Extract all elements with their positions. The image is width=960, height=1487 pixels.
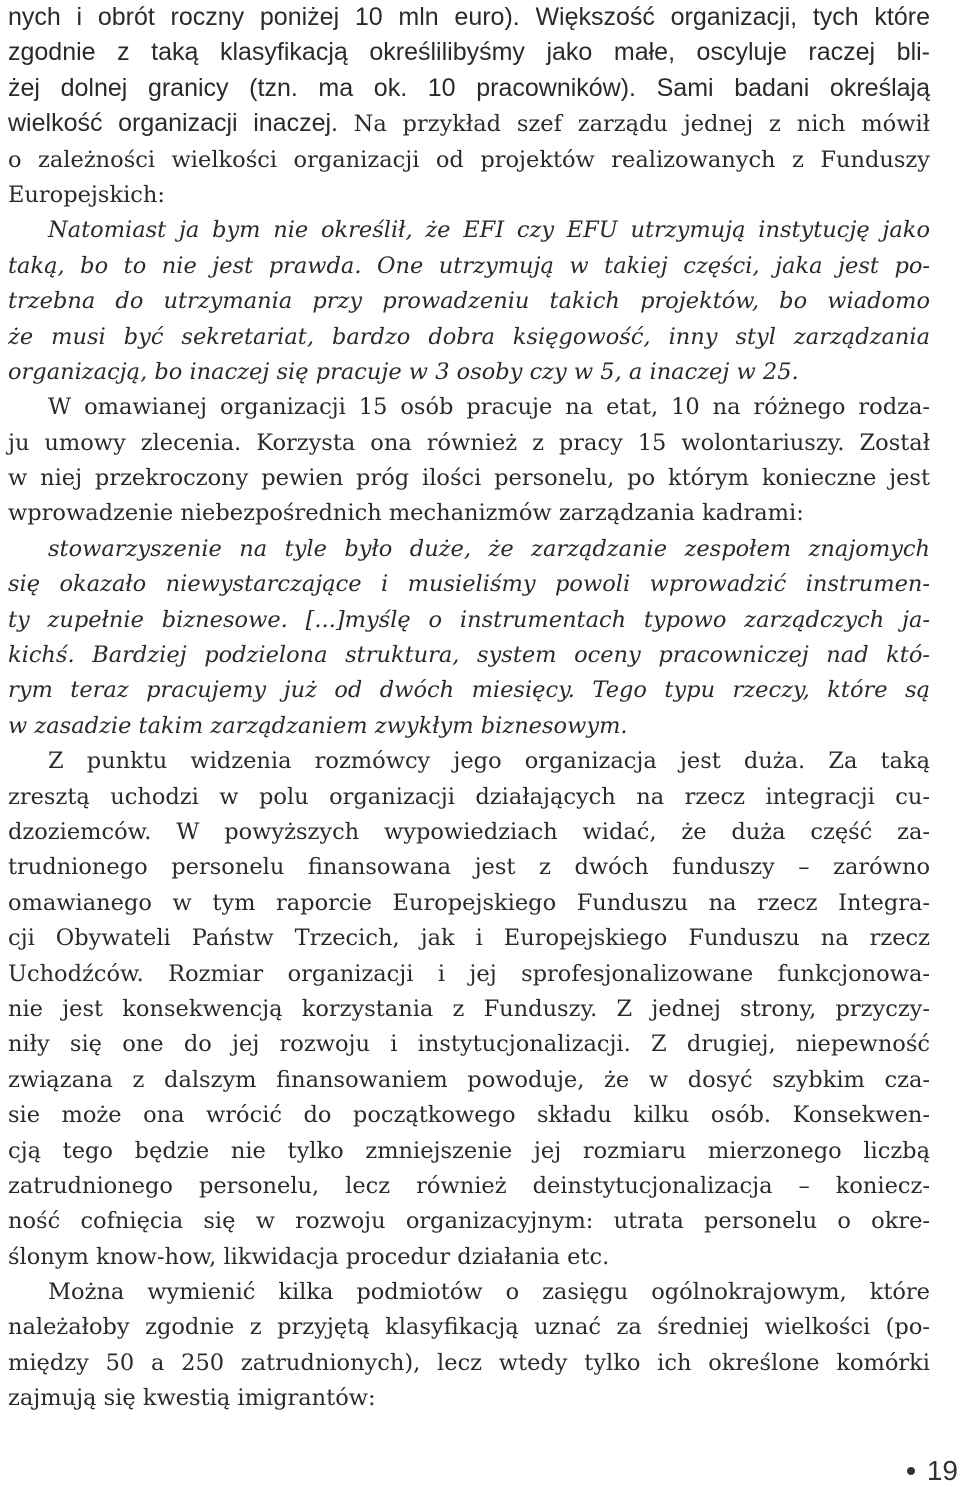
text-segment: w zasadzie takim zarządzaniem zwykłym biznesowym.	[8, 712, 628, 739]
text-line	[8, 885, 930, 920]
text-segment: nie jest konsekwencją korzystania z Funduszy. Z jednej strony, przyczy-	[8, 995, 930, 1022]
text-line	[8, 814, 930, 849]
text-line	[8, 849, 930, 884]
text-segment: ju umowy zlecenia. Korzysta ona również z pracy 15 wolontariuszy. Został	[8, 429, 930, 456]
text-segment: zresztą uchodzi w polu organizacji działających na rzecz integracji cu-	[8, 783, 930, 810]
text-line	[8, 956, 930, 991]
text-segment: niły się one do jej rozwoju i instytucjonalizacji. Z drugiej, niepewność	[8, 1031, 930, 1058]
text-line	[8, 495, 930, 530]
text-segment: zgodnie z taką klasyfikacją określilibyśmy jako małe, oscyluje raczej bli-	[8, 38, 930, 67]
page-footer	[907, 1456, 958, 1486]
text-segment: się okazało niewystarczające i musieliśmy powoli wprowadzić instrumen-	[8, 571, 930, 598]
text-segment: należałoby zgodnie z przyjętą klasyfikacją uznać za średniej wielkości (po-	[8, 1314, 930, 1341]
text-segment: trudnionego personelu finansowana jest z dwóch funduszy – zarówno	[8, 854, 930, 881]
text-segment: związana z dalszym finansowaniem powoduje, że w dosyć szybkim cza-	[8, 1066, 930, 1093]
text-segment: nych i obrót roczny poniżej 10 mln euro). Większość organizacji, tych które	[8, 3, 930, 31]
text-line	[8, 248, 930, 283]
text-line	[8, 566, 930, 601]
text-line	[8, 1026, 930, 1061]
text-line	[8, 1133, 930, 1168]
text-line	[8, 1345, 930, 1380]
text-segment: ślonym know-how, likwidacja procedur działania etc.	[8, 1243, 610, 1270]
text-segment: zatrudnionego personelu, lecz również deinstytucjonalizacja – koniecz-	[8, 1172, 930, 1199]
text-line	[8, 1097, 930, 1132]
text-line	[8, 708, 930, 743]
text-segment: w niej przekroczony pewien próg ilości personelu, po którym konieczne jest	[8, 465, 930, 492]
text-segment: taką, bo to nie jest prawda. One utrzymują w takiej części, jaka jest po-	[8, 252, 930, 279]
text-segment: organizacją, bo inaczej się pracuje w 3 osoby czy w 5, a inaczej w 25.	[8, 358, 799, 385]
text-segment: ty zupełnie biznesowe. [...]myślę o instrumentach typowo zarządczych ja-	[8, 606, 930, 633]
text-segment: kichś. Bardziej podzielona struktura, system oceny pracowniczej nad któ-	[8, 642, 930, 669]
text-line	[8, 1274, 930, 1309]
text-line	[8, 319, 930, 354]
text-segment: stowarzyszenie na tyle było duże, że zarządzanie zespołem znajomych	[48, 535, 930, 562]
text-line	[8, 1380, 930, 1415]
text-segment: Można wymienić kilka podmiotów o zasięgu ogólnokrajowym, które	[48, 1279, 930, 1306]
text-line	[8, 425, 930, 460]
text-line	[8, 637, 930, 672]
text-line	[8, 1239, 930, 1274]
text-segment: omawianego w tym raporcie Europejskiego Funduszu na rzecz Integra-	[8, 889, 930, 916]
text-segment: Z punktu widzenia rozmówcy jego organizacja jest duża. Za taką	[48, 748, 930, 775]
text-segment: Uchodźców. Rozmiar organizacji i jej sprofesjonalizowane funkcjonowa-	[8, 960, 930, 987]
text-line	[8, 1062, 930, 1097]
text-line	[8, 71, 930, 106]
text-line	[8, 212, 930, 247]
text-segment: rym teraz pracujemy już od dwóch miesięcy. Tego typu rzeczy, które są	[8, 677, 930, 704]
text-line	[8, 991, 930, 1026]
bullet-icon	[907, 1467, 915, 1475]
text-line	[8, 1168, 930, 1203]
document-page	[8, 0, 930, 1416]
text-segment: cją tego będzie nie tylko zmniejszenie jej rozmiaru mierzonego liczbą	[8, 1137, 930, 1164]
text-line	[8, 389, 930, 424]
page-number: 19	[926, 1455, 958, 1486]
text-segment: W omawianej organizacji 15 osób pracuje na etat, 10 na różnego rodza-	[48, 394, 930, 421]
text-line	[8, 672, 930, 707]
text-segment: Natomiast ja bym nie określił, że EFI czy EFU utrzymują instytucję jako	[48, 217, 930, 244]
text-line	[8, 106, 930, 141]
text-line	[8, 354, 930, 389]
text-line	[8, 1309, 930, 1344]
text-line	[8, 177, 930, 212]
text-segment: żej dolnej granicy (tzn. ma ok. 10 pracowników). Sami badani określają	[8, 73, 930, 102]
text-segment: trzebna do utrzymania przy prowadzeniu takich projektów, bo wiadomo	[8, 288, 930, 315]
text-line	[8, 602, 930, 637]
text-line	[8, 35, 930, 70]
text-segment: dzoziemców. W powyższych wypowiedziach widać, że duża część za-	[8, 818, 930, 845]
text-segment: sie może ona wrócić do początkowego składu kilku osób. Konsekwen-	[8, 1102, 930, 1129]
text-line	[8, 1203, 930, 1238]
text-segment: Na przykład szef zarządu jednej z nich mówił	[353, 111, 930, 138]
text-line	[8, 743, 930, 778]
text-line	[8, 460, 930, 495]
text-line	[8, 283, 930, 318]
text-segment: że musi być sekretariat, bardzo dobra księgowość, inny styl zarządzania	[8, 323, 930, 350]
text-segment: ność cofnięcia się w rozwoju organizacyjnym: utrata personelu o okre-	[8, 1208, 930, 1235]
text-line	[8, 531, 930, 566]
text-line	[8, 779, 930, 814]
text-segment: cji Obywateli Państw Trzecich, jak i Europejskiego Funduszu na rzecz	[8, 925, 930, 952]
text-line	[8, 0, 930, 35]
text-segment: między 50 a 250 zatrudnionych), lecz wtedy tylko ich określone komórki	[8, 1349, 930, 1376]
text-segment: o zależności wielkości organizacji od projektów realizowanych z Funduszy	[8, 146, 930, 173]
text-segment: wprowadzenie niebezpośrednich mechanizmów zarządzania kadrami:	[8, 500, 804, 527]
text-segment: Europejskich:	[8, 181, 165, 208]
text-segment: wielkość organizacji inaczej.	[8, 109, 354, 138]
text-line	[8, 920, 930, 955]
text-line	[8, 142, 930, 177]
text-segment: zajmują się kwestią imigrantów:	[8, 1385, 376, 1412]
